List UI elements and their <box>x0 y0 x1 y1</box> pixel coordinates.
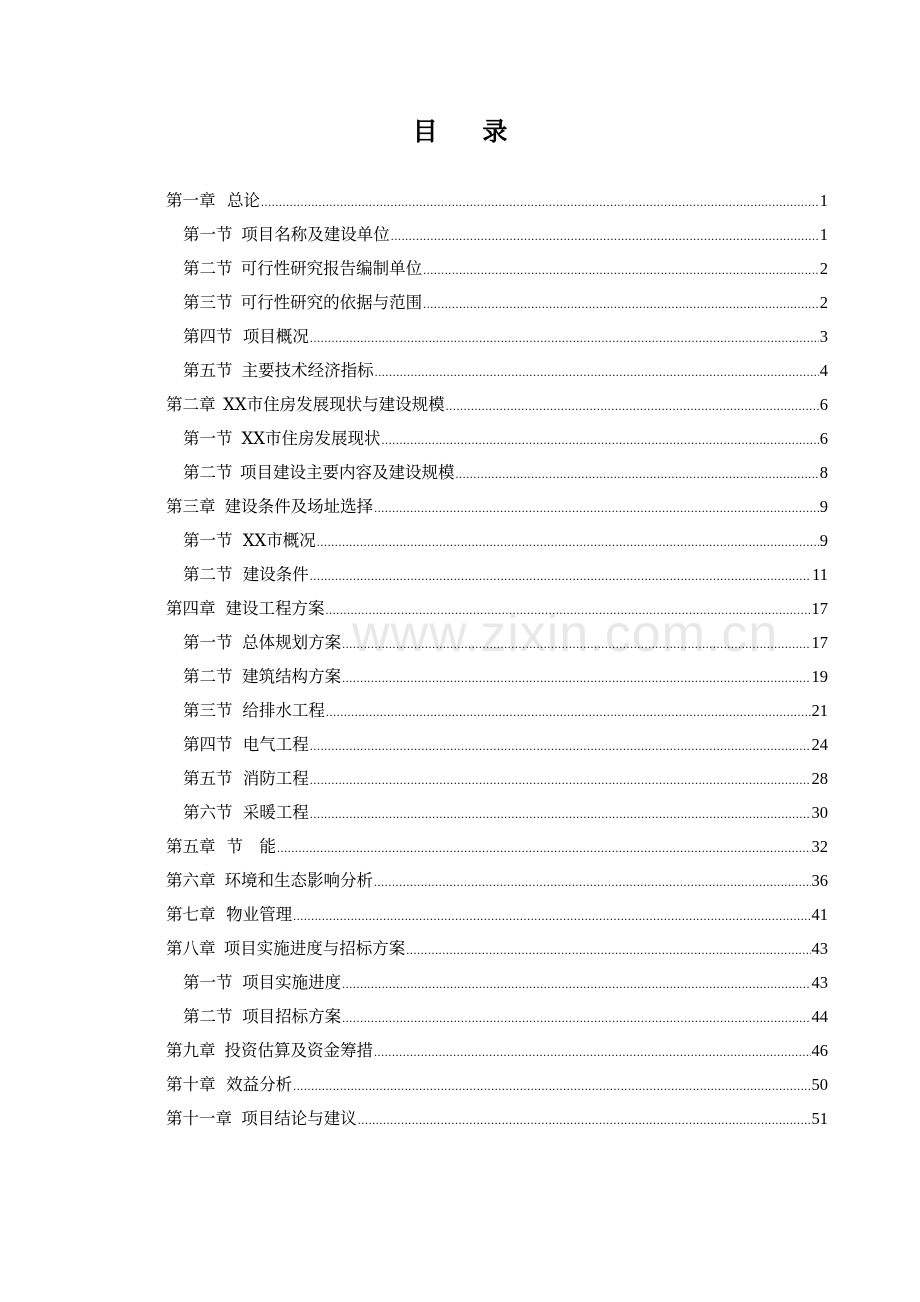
toc-entry-label: 第一节 <box>183 429 233 448</box>
toc-dot-leader <box>391 219 819 253</box>
toc-entry-label: 第二节 <box>183 1007 233 1026</box>
toc-entry-title: 建设条件及场址选择 <box>224 497 374 516</box>
toc-page-number: 50 <box>811 1075 828 1094</box>
toc-dot-leader <box>455 457 818 491</box>
toc-dot-leader <box>310 797 811 831</box>
toc-page-number: 17 <box>811 633 828 652</box>
toc-section-entry[interactable] <box>166 524 828 558</box>
toc-page-number: 4 <box>819 361 828 380</box>
toc-section-entry[interactable] <box>166 422 828 456</box>
toc-entry-title: 建筑结构方案 <box>242 667 342 686</box>
toc-entry-title: 建设工程方案 <box>225 599 325 618</box>
toc-entry-label: 第四章 <box>166 599 216 618</box>
toc-page-number: 2 <box>819 293 828 312</box>
toc-entry-label: 第三节 <box>183 701 233 720</box>
toc-entry-label: 第二章 <box>166 395 216 414</box>
toc-section-entry[interactable] <box>166 728 828 762</box>
toc-section-entry[interactable] <box>166 252 828 286</box>
toc-page-number: 43 <box>811 939 828 958</box>
toc-entry-title: 可行性研究报告编制单位 <box>240 259 423 278</box>
toc-dot-leader <box>277 831 811 865</box>
toc-dot-leader <box>326 695 811 729</box>
toc-dot-leader <box>342 627 810 661</box>
toc-page-number: 6 <box>819 429 828 448</box>
toc-entry-title: 可行性研究的依据与范围 <box>240 293 423 312</box>
toc-dot-leader <box>342 967 810 1001</box>
toc-dot-leader <box>310 321 819 355</box>
toc-entry-title: 环境和生态影响分析 <box>224 871 373 890</box>
toc-entry-label: 第十一章 <box>166 1109 232 1128</box>
toc-entry-title: 电气工程 <box>242 735 309 754</box>
toc-entry-label: 第九章 <box>166 1041 216 1060</box>
toc-entry-label: 第一节 <box>183 531 233 550</box>
toc-section-entry[interactable] <box>166 660 828 694</box>
toc-chapter-entry[interactable] <box>166 490 828 524</box>
toc-page-number: 36 <box>811 871 828 890</box>
toc-entry-title: XX市住房发展现状 <box>241 429 381 448</box>
toc-entry-label: 第五章 <box>166 837 216 856</box>
page-title: 目 录 <box>412 117 526 146</box>
toc-entry-title: 项目实施进度 <box>242 973 342 992</box>
toc-entry-title: XX市住房发展现状与建设规模 <box>223 395 445 414</box>
toc-dot-leader <box>358 1103 811 1137</box>
toc-dot-leader <box>446 389 819 423</box>
toc-dot-leader <box>423 253 819 287</box>
toc-page-number: 3 <box>819 327 828 346</box>
toc-dot-leader <box>375 355 819 389</box>
toc-dot-leader <box>293 899 810 933</box>
toc-page-number: 21 <box>811 701 828 720</box>
toc-chapter-entry[interactable] <box>166 864 828 898</box>
toc-section-entry[interactable] <box>166 1000 828 1034</box>
table-of-contents <box>166 184 828 1136</box>
toc-dot-leader <box>381 423 818 457</box>
toc-entry-title: 项目概况 <box>242 327 309 346</box>
toc-chapter-entry[interactable] <box>166 592 828 626</box>
toc-entry-title: 采暖工程 <box>242 803 309 822</box>
toc-dot-leader <box>423 287 819 321</box>
toc-chapter-entry[interactable] <box>166 932 828 966</box>
toc-entry-label: 第七章 <box>166 905 216 924</box>
toc-dot-leader <box>261 185 819 219</box>
toc-section-entry[interactable] <box>166 286 828 320</box>
toc-page-number: 1 <box>819 191 828 210</box>
toc-entry-title: 项目结论与建议 <box>241 1109 357 1128</box>
toc-entry-label: 第三章 <box>166 497 216 516</box>
toc-dot-leader <box>293 1069 810 1103</box>
toc-section-entry[interactable] <box>166 456 828 490</box>
toc-dot-leader <box>374 1035 811 1069</box>
toc-chapter-entry[interactable] <box>166 184 828 218</box>
toc-entry-label: 第八章 <box>166 939 216 958</box>
toc-page-number: 30 <box>811 803 828 822</box>
toc-chapter-entry[interactable] <box>166 388 828 422</box>
toc-chapter-entry[interactable] <box>166 830 828 864</box>
toc-dot-leader <box>310 559 811 593</box>
toc-section-entry[interactable] <box>166 966 828 1000</box>
toc-page-number: 11 <box>812 565 828 584</box>
toc-section-entry[interactable] <box>166 218 828 252</box>
toc-section-entry[interactable] <box>166 354 828 388</box>
toc-entry-label: 第六节 <box>183 803 233 822</box>
toc-entry-label: 第五节 <box>183 769 233 788</box>
toc-page-number: 2 <box>819 259 828 278</box>
toc-page-number: 24 <box>811 735 828 754</box>
toc-entry-label: 第二节 <box>183 565 233 584</box>
toc-entry-title: 总论 <box>226 191 260 210</box>
toc-page-number: 32 <box>811 837 828 856</box>
toc-page-number: 9 <box>819 497 828 516</box>
toc-dot-leader <box>310 763 811 797</box>
toc-entry-title: 消防工程 <box>242 769 309 788</box>
toc-page-number: 8 <box>819 463 828 482</box>
toc-entry-title: 节 能 <box>226 837 276 856</box>
toc-section-entry[interactable] <box>166 796 828 830</box>
toc-page-number: 9 <box>819 531 828 550</box>
toc-dot-leader <box>342 1001 810 1035</box>
toc-page-number: 6 <box>819 395 828 414</box>
toc-chapter-entry[interactable] <box>166 898 828 932</box>
toc-page-number: 1 <box>819 225 828 244</box>
toc-entry-title: 给排水工程 <box>242 701 325 720</box>
toc-page-number: 17 <box>811 599 828 618</box>
toc-dot-leader <box>310 729 811 763</box>
watermark: www.zixin.com.cn <box>352 605 779 663</box>
toc-entry-label: 第二节 <box>183 667 233 686</box>
toc-section-entry[interactable] <box>166 762 828 796</box>
toc-entry-title: 建设条件 <box>242 565 309 584</box>
toc-section-entry[interactable] <box>166 320 828 354</box>
toc-chapter-entry[interactable] <box>166 1034 828 1068</box>
toc-page-number: 41 <box>811 905 828 924</box>
toc-section-entry[interactable] <box>166 626 828 660</box>
toc-entry-label: 第一节 <box>183 973 233 992</box>
toc-entry-title: 效益分析 <box>226 1075 293 1094</box>
toc-entry-label: 第一章 <box>166 191 216 210</box>
toc-entry-title: 项目名称及建设单位 <box>241 225 390 244</box>
toc-page-number: 46 <box>811 1041 828 1060</box>
toc-entry-label: 第一节 <box>183 633 233 652</box>
toc-entry-label: 第一节 <box>183 225 233 244</box>
toc-entry-title: 项目实施进度与招标方案 <box>223 939 406 958</box>
toc-entry-title: 项目招标方案 <box>242 1007 342 1026</box>
toc-page-number: 44 <box>811 1007 828 1026</box>
toc-entry-title: XX市概况 <box>242 531 316 550</box>
toc-section-entry[interactable] <box>166 694 828 728</box>
toc-entry-title: 主要技术经济指标 <box>241 361 374 380</box>
toc-entry-label: 第五节 <box>183 361 233 380</box>
toc-chapter-entry[interactable] <box>166 1102 828 1136</box>
toc-page-number: 43 <box>811 973 828 992</box>
toc-dot-leader <box>374 491 819 525</box>
toc-section-entry[interactable] <box>166 558 828 592</box>
toc-dot-leader <box>406 933 810 967</box>
toc-entry-label: 第二节 <box>183 259 233 278</box>
toc-entry-title: 物业管理 <box>226 905 293 924</box>
toc-dot-leader <box>374 865 811 899</box>
toc-dot-leader <box>325 593 810 627</box>
toc-chapter-entry[interactable] <box>166 1068 828 1102</box>
toc-entry-title: 总体规划方案 <box>242 633 342 652</box>
toc-entry-label: 第四节 <box>183 735 233 754</box>
toc-entry-label: 第十章 <box>166 1075 216 1094</box>
toc-dot-leader <box>317 525 819 559</box>
toc-entry-label: 第六章 <box>166 871 216 890</box>
toc-dot-leader <box>342 661 810 695</box>
toc-entry-label: 第四节 <box>183 327 233 346</box>
toc-entry-label: 第三节 <box>183 293 233 312</box>
toc-entry-label: 第二节 <box>183 463 233 482</box>
toc-entry-title: 投资估算及资金筹措 <box>224 1041 373 1060</box>
toc-page-number: 51 <box>811 1109 828 1128</box>
toc-entry-title: 项目建设主要内容及建设规模 <box>239 463 455 482</box>
toc-page-number: 28 <box>811 769 828 788</box>
toc-page-number: 19 <box>811 667 828 686</box>
